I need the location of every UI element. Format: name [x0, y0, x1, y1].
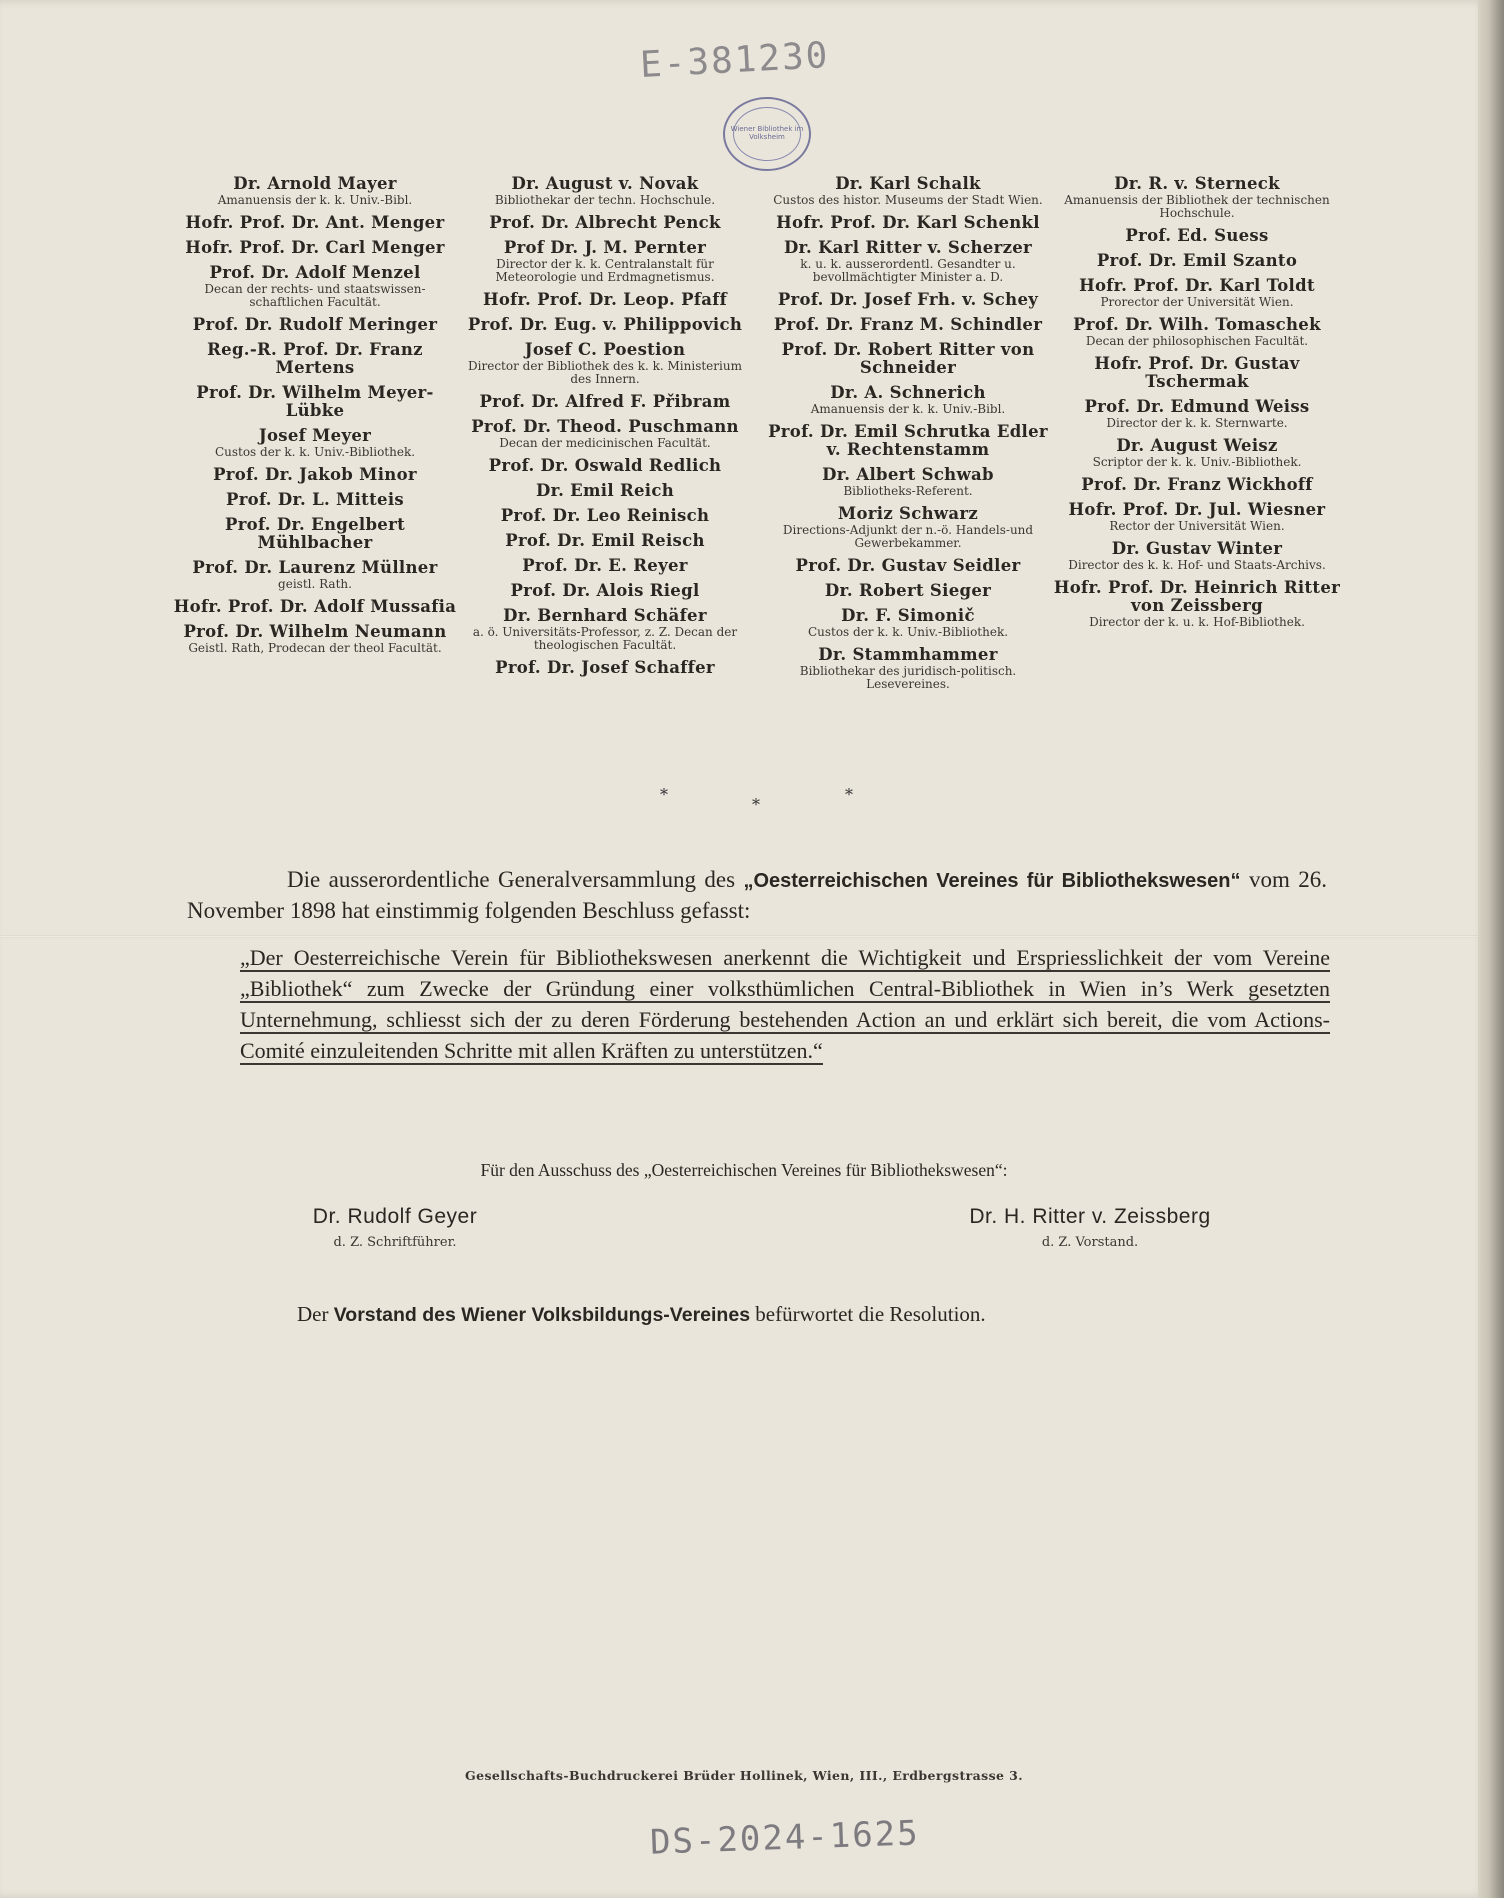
separator-star: * — [660, 785, 668, 804]
signatory-name: Prof. Dr. Emil Reisch — [505, 531, 705, 550]
signatory-name: Prof. Dr. Emil Szanto — [1096, 251, 1298, 270]
signatory-entry — [763, 214, 1053, 232]
signatory-name: Prof. Dr. Franz M. Schindler — [773, 315, 1043, 334]
signature-secretary — [245, 1205, 545, 1250]
signatory-entry — [763, 557, 1053, 575]
closing-statement — [297, 1302, 1297, 1327]
signatory-entry — [1052, 252, 1342, 270]
closing-board: Vorstand des Wiener Volksbildungs-Vereines — [333, 1304, 751, 1326]
catalog-number-bottom: DS-2024-1625 — [649, 1813, 921, 1863]
signatory-title: Scriptor der k. k. Univ.-Bibliothek. — [1092, 455, 1302, 469]
signatory-entry — [460, 557, 750, 575]
signatory-title: Amanuensis der k. k. Univ.-Bibl. — [810, 402, 1006, 416]
signatory-title: Amanuensis der k. k. Univ.-Bibl. — [217, 193, 413, 207]
signatory-entry — [460, 393, 750, 411]
meeting-rest: vom 26. November 1898 hat einstimmig folgenden Beschluss gefasst: — [187, 867, 1328, 923]
signatory-name: Prof. Dr. Laurenz Müllner — [192, 558, 438, 577]
signatory-name: Dr. R. v. Sterneck — [1114, 174, 1280, 193]
signatory-title: Decan der philosophischen Facultät. — [1085, 334, 1309, 348]
signatory-entry — [170, 623, 460, 655]
signatory-entry — [460, 482, 750, 500]
signatory-name: Hofr. Prof. Dr. Gustav Tschermak — [1094, 354, 1300, 391]
signatory-title: Custos der k. k. Univ.-Bibliothek. — [214, 445, 416, 459]
signatory-name: Prof. Dr. Engelbert Mühlbacher — [224, 515, 405, 552]
signatory-title: Prorector der Universität Wien. — [1100, 295, 1294, 309]
catalog-number-top: E-381230 — [639, 35, 831, 86]
signatory-name: Dr. August v. Novak — [511, 174, 699, 193]
signatory-entry — [1052, 355, 1342, 391]
signatory-name: Prof. Dr. Eug. v. Philippovich — [467, 315, 743, 334]
signatory-entry — [170, 316, 460, 334]
signatory-entry — [763, 316, 1053, 334]
signatory-name: Prof. Dr. Oswald Redlich — [488, 456, 722, 475]
signatory-entry — [1052, 277, 1342, 309]
signatory-entry — [1052, 540, 1342, 572]
signatory-column-4 — [1052, 175, 1342, 636]
signatory-entry — [170, 384, 460, 420]
signatory-entry — [1052, 175, 1342, 220]
signatory-name: Prof. Dr. Gustav Seidler — [795, 556, 1021, 575]
signatory-name: Prof. Dr. Edmund Weiss — [1084, 397, 1310, 416]
signatory-name: Prof. Dr. Rudolf Meringer — [192, 315, 438, 334]
signatory-name: Prof. Dr. Alfred F. Přibram — [479, 392, 731, 411]
signatory-entry — [763, 582, 1053, 600]
signatory-name: Dr. August Weisz — [1116, 436, 1278, 455]
signatory-column-3 — [763, 175, 1053, 698]
signatory-entry — [460, 175, 750, 207]
signatory-name: Prof. Dr. Albrecht Penck — [489, 213, 721, 232]
signatory-name: Prof. Dr. E. Reyer — [522, 556, 688, 575]
signatory-entry — [763, 607, 1053, 639]
signatory-entry — [170, 427, 460, 459]
signatory-entry — [763, 341, 1053, 377]
signatory-column-2 — [460, 175, 750, 684]
signatory-title: Bibliothekar des juridisch-politisch. Lesevereines. — [799, 664, 1017, 691]
closing-prefix: Der — [297, 1302, 329, 1326]
signatory-entry — [170, 516, 460, 552]
resolution-quote: „Der Oesterreichische Verein für Bibliothekswesen anerkennt die Wichtigkeit und Erspriesslichkeit der vom Vereine „Bibliothek“ zum Zwecke der Gründung einer volksthümlichen Central-Bibliothek in Wien in’s Werk gesetzten Unternehmung, schliesst sich der zu deren Förderung bestehenden Action an und erklärt sich bereit, die vom Actions-Comité einzuleitenden Schritte mit allen Kräften zu unterstützen.“ — [240, 945, 1330, 1063]
signatory-name: Dr. Emil Reich — [535, 481, 674, 500]
signatory-title: Rector der Universität Wien. — [1109, 519, 1285, 533]
signatory-entry — [1052, 579, 1342, 629]
paper-fold — [0, 935, 1488, 938]
signatory-name: Prof. Dr. Josef Frh. v. Schey — [777, 290, 1039, 309]
signatory-title: Amanuensis der Bibliothek der technischen Hochschule. — [1064, 193, 1330, 220]
signatory-name: Hofr. Prof. Dr. Carl Menger — [185, 238, 445, 257]
signatory-name: Prof. Dr. Leo Reinisch — [500, 506, 710, 525]
signatory-entry — [460, 457, 750, 475]
signatory-entry — [460, 341, 750, 386]
signatory-entry — [460, 214, 750, 232]
signatory-entry — [1052, 227, 1342, 245]
signatory-name: Dr. Gustav Winter — [1111, 539, 1283, 558]
signatory-name: Hofr. Prof. Dr. Leop. Pfaff — [482, 290, 728, 309]
signatory-title: Decan der medicinischen Facultät. — [499, 436, 711, 450]
signatory-entry — [763, 505, 1053, 550]
signatory-name: Prof. Dr. Wilhelm Neumann — [183, 622, 447, 641]
signatory-name: Prof. Dr. Robert Ritter von Schneider — [781, 340, 1035, 377]
library-stamp — [723, 97, 811, 171]
signatory-name: Prof. Dr. Franz Wickhoff — [1081, 475, 1313, 494]
signatory-name: Prof. Dr. Wilhelm Meyer-Lübke — [196, 383, 434, 420]
signatory-name: Hofr. Prof. Dr. Heinrich Ritter von Zeissberg — [1053, 578, 1341, 615]
signatory-column-1 — [170, 175, 460, 662]
signatory-entry — [763, 646, 1053, 691]
signatory-title: Custos der k. k. Univ.-Bibliothek. — [807, 625, 1009, 639]
signatory-title: geistl. Rath. — [278, 577, 352, 591]
signatory-name: Dr. Albert Schwab — [822, 465, 994, 484]
signatory-entry — [460, 607, 750, 652]
separator-stars — [0, 785, 1488, 815]
signatory-entry — [1052, 501, 1342, 533]
signatory-entry — [170, 598, 460, 616]
signature-name: Dr. Rudolf Geyer — [312, 1205, 478, 1228]
signatory-title: Director der Bibliothek des k. k. Ministerium des Innern. — [468, 359, 742, 386]
signatory-name: Josef C. Poestion — [524, 340, 686, 359]
signatory-entry — [460, 532, 750, 550]
signatory-entry — [460, 659, 750, 677]
signatory-entry — [763, 423, 1053, 459]
signatory-title: Bibliothekar der techn. Hochschule. — [494, 193, 716, 207]
signatory-name: Prof. Dr. L. Mitteis — [225, 490, 404, 509]
signatory-name: Reg.-R. Prof. Dr. Franz Mertens — [207, 340, 423, 377]
separator-star: * — [845, 785, 853, 804]
signature-chairman — [940, 1205, 1240, 1250]
meeting-paragraph — [187, 865, 1327, 925]
signatory-name: Moriz Schwarz — [837, 504, 979, 523]
signatory-name: Hofr. Prof. Dr. Karl Toldt — [1079, 276, 1315, 295]
signature-name: Dr. H. Ritter v. Zeissberg — [969, 1205, 1211, 1228]
signatory-title: Director des k. k. Hof- und Staats-Archivs. — [1068, 558, 1326, 572]
signatory-title: Director der k. u. k. Hof-Bibliothek. — [1089, 615, 1305, 629]
signatory-entry — [460, 316, 750, 334]
meeting-intro: Die ausserordentliche Generalversammlung des — [287, 867, 736, 892]
signatory-entry — [170, 264, 460, 309]
signatory-title: a. ö. Universitäts-Professor, z. Z. Decan der theologischen Facultät. — [472, 625, 738, 652]
signatory-title: Bibliotheks-Referent. — [843, 484, 973, 498]
signatory-name: Prof. Dr. Adolf Menzel — [209, 263, 421, 282]
paper-edge — [1478, 0, 1504, 1898]
signatory-name: Prof. Dr. Alois Riegl — [510, 581, 700, 600]
signatory-title: Director der k. k. Sternwarte. — [1106, 416, 1288, 430]
signatory-name: Prof. Dr. Theod. Puschmann — [471, 417, 739, 436]
separator-star: * — [752, 795, 760, 814]
signatory-entry — [1052, 476, 1342, 494]
signatory-entry — [763, 466, 1053, 498]
printer-imprint: Gesellschafts-Buchdruckerei Brüder Hollinek, Wien, III., Erdbergstrasse 3. — [465, 1768, 1023, 1783]
signatory-name: Prof. Dr. Jakob Minor — [213, 465, 417, 484]
signatory-entry — [170, 559, 460, 591]
signatory-entry — [1052, 316, 1342, 348]
signatory-name: Hofr. Prof. Dr. Adolf Mussafia — [173, 597, 457, 616]
signatory-entry — [460, 507, 750, 525]
signatory-name: Dr. Robert Sieger — [824, 581, 992, 600]
signatory-entry — [763, 239, 1053, 284]
signatory-entry — [460, 418, 750, 450]
signatory-entry — [460, 582, 750, 600]
signatory-name: Dr. A. Schnerich — [830, 383, 986, 402]
signatory-title: Director der k. k. Centralanstalt für Meteorologie und Erdmagnetismus. — [495, 257, 715, 284]
signatory-entry — [170, 239, 460, 257]
signature-role: d. Z. Schriftführer. — [333, 1235, 457, 1250]
signatory-name: Josef Meyer — [258, 426, 372, 445]
signatory-name: Dr. Karl Schalk — [835, 174, 981, 193]
signatory-name: Dr. Bernhard Schäfer — [503, 606, 707, 625]
signatory-name: Dr. Karl Ritter v. Scherzer — [783, 238, 1033, 257]
signatory-entry — [763, 384, 1053, 416]
signatory-entry — [763, 175, 1053, 207]
signatory-entry — [460, 291, 750, 309]
closing-suffix: befürwortet die Resolution. — [755, 1302, 986, 1326]
signatory-name: Dr. F. Simonič — [841, 606, 975, 625]
signatory-entry — [1052, 437, 1342, 469]
signatory-entry — [1052, 398, 1342, 430]
signatory-title: Directions-Adjunkt der n.-ö. Handels-und Gewerbekammer. — [782, 523, 1034, 550]
signatory-entry — [170, 466, 460, 484]
signature-role: d. Z. Vorstand. — [1041, 1235, 1139, 1250]
signatory-entry — [763, 291, 1053, 309]
signatory-title: Decan der rechts- und staatswissen-schaftlichen Facultät. — [204, 282, 426, 309]
signatory-name: Prof Dr. J. M. Pernter — [503, 238, 707, 257]
signatory-columns — [170, 175, 1350, 745]
signatory-name: Prof. Dr. Wilh. Tomaschek — [1073, 315, 1321, 334]
signatory-title: k. u. k. ausserordentl. Gesandter u. bevollmächtigter Minister a. D. — [800, 257, 1016, 284]
resolution-text — [240, 942, 1330, 1066]
society-name: „Oesterreichischen Vereines für Bibliothekswesen“ — [743, 870, 1241, 892]
signatory-name: Hofr. Prof. Dr. Ant. Menger — [185, 213, 445, 232]
committee-line: Für den Ausschuss des „Oesterreichischen Vereines für Bibliothekswesen“: — [480, 1160, 1008, 1180]
signatory-entry — [460, 239, 750, 284]
signatory-name: Hofr. Prof. Dr. Jul. Wiesner — [1068, 500, 1326, 519]
signatory-name: Prof. Dr. Josef Schaffer — [495, 658, 715, 677]
signatory-title: Geistl. Rath, Prodecan der theol Facultät. — [188, 641, 442, 655]
signatory-name: Hofr. Prof. Dr. Karl Schenkl — [776, 213, 1040, 232]
signatory-name: Dr. Arnold Mayer — [233, 174, 397, 193]
signatory-entry — [170, 175, 460, 207]
signatory-name: Prof. Dr. Emil Schrutka Edler v. Rechtenstamm — [768, 422, 1048, 459]
signatory-entry — [170, 341, 460, 377]
signatory-title: Custos des histor. Museums der Stadt Wien. — [773, 193, 1043, 207]
signatory-entry — [170, 491, 460, 509]
signatory-name: Dr. Stammhammer — [818, 645, 998, 664]
signatory-entry — [170, 214, 460, 232]
signatory-name: Prof. Ed. Suess — [1125, 226, 1269, 245]
stamp-text: Wiener Bibliothek im Volksheim — [730, 125, 804, 141]
